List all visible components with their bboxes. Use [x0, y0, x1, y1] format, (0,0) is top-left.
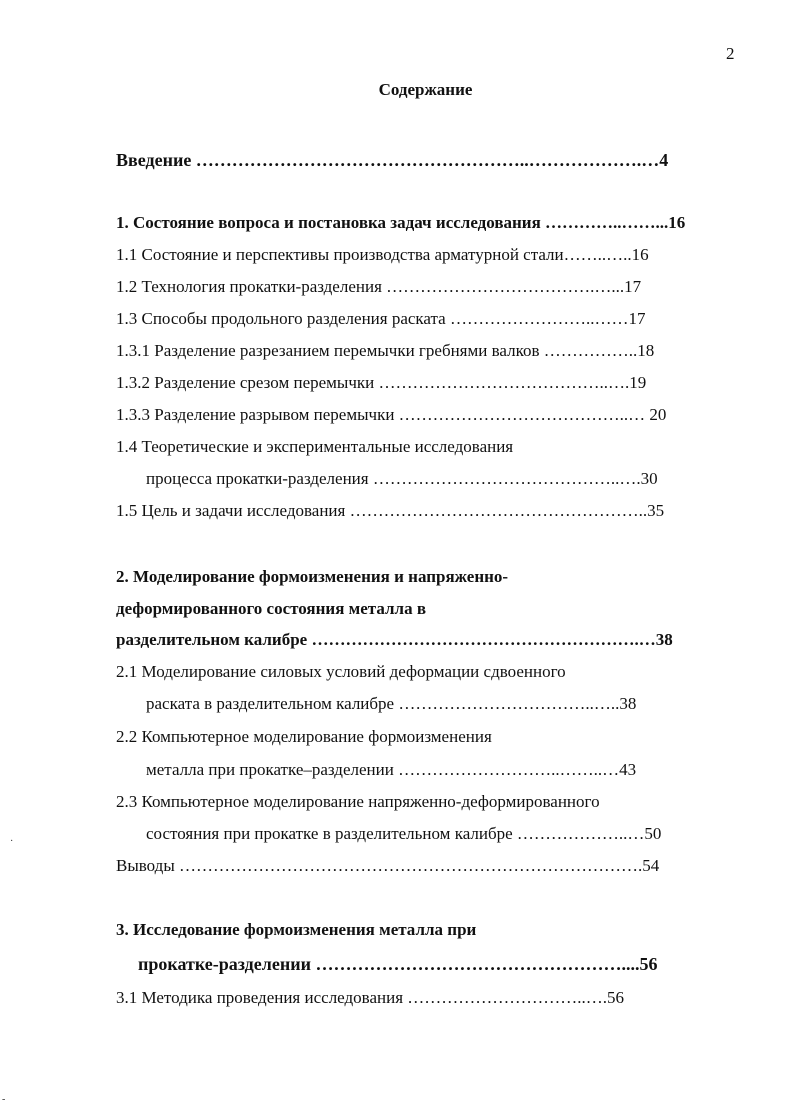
- toc-conclusions: Выводы ……………………………………………………………………….54: [116, 856, 660, 875]
- toc-section-2-1-line-2: раската в разделительном калибре ……………………………..…..38: [146, 694, 637, 713]
- toc-section-1-3-3: 1.3.3 Разделение разрывом перемычки …………………………………..… 20: [116, 405, 667, 424]
- toc-title: Содержание: [378, 80, 473, 99]
- toc-chapter-3-line-1: 3. Исследование формоизменения металла при: [116, 920, 477, 939]
- toc-section-1-1: 1.1 Состояние и перспективы производства арматурной стали……..…..16: [116, 245, 649, 264]
- toc-section-3-1: 3.1 Методика проведения исследования …………………………..….56: [116, 988, 625, 1007]
- toc-section-2-2-line-1: 2.2 Компьютерное моделирование формоизменения: [116, 727, 492, 746]
- toc-section-1-4-line-2: процесса прокатки-разделения ……………………………………..….30: [146, 469, 658, 488]
- toc-chapter-3-line-2: прокатке-разделении ……………………………………………....56: [138, 954, 658, 974]
- toc-section-1-2: 1.2 Технология прокатки-разделения ……………………………….…...17: [116, 277, 642, 296]
- margin-dot-mark: ·: [10, 836, 14, 847]
- page-number: 2: [726, 44, 735, 63]
- toc-section-1-5: 1.5 Цель и задачи исследования ……………………………………………..35: [116, 501, 665, 520]
- toc-section-1-4-line-1: 1.4 Теоретические и экспериментальные исследования: [116, 437, 514, 456]
- toc-section-1-3-2: 1.3.2 Разделение срезом перемычки …………………………………..….19: [116, 373, 647, 392]
- toc-section-2-2-line-2: металла при прокатке–разделении ………………………..……..…43: [146, 760, 637, 779]
- toc-intro: Введение ………………………………………………..……………….…4: [116, 150, 669, 170]
- toc-chapter-2-line-1: 2. Моделирование формоизменения и напряженно-: [116, 567, 509, 586]
- toc-section-1-3-1: 1.3.1 Разделение разрезанием перемычки гребнями валков ……………..18: [116, 341, 655, 360]
- margin-dash-mark: -: [2, 1094, 6, 1105]
- toc-section-1-3: 1.3 Способы продольного разделения раската ……………………..……17: [116, 309, 646, 328]
- toc-chapter-2-line-2: деформированного состояния металла в: [116, 599, 427, 618]
- toc-chapter-1: 1. Состояние вопроса и постановка задач исследования …………..……...16: [116, 213, 686, 232]
- toc-chapter-2-line-3: разделительном калибре ………………………………………………….…38: [116, 630, 673, 649]
- toc-section-2-3-line-1: 2.3 Компьютерное моделирование напряженно-деформированного: [116, 792, 600, 811]
- toc-section-2-1-line-1: 2.1 Моделирование силовых условий деформации сдвоенного: [116, 662, 566, 681]
- toc-section-2-3-line-2: состояния при прокатке в разделительном калибре ………………..…50: [146, 824, 662, 843]
